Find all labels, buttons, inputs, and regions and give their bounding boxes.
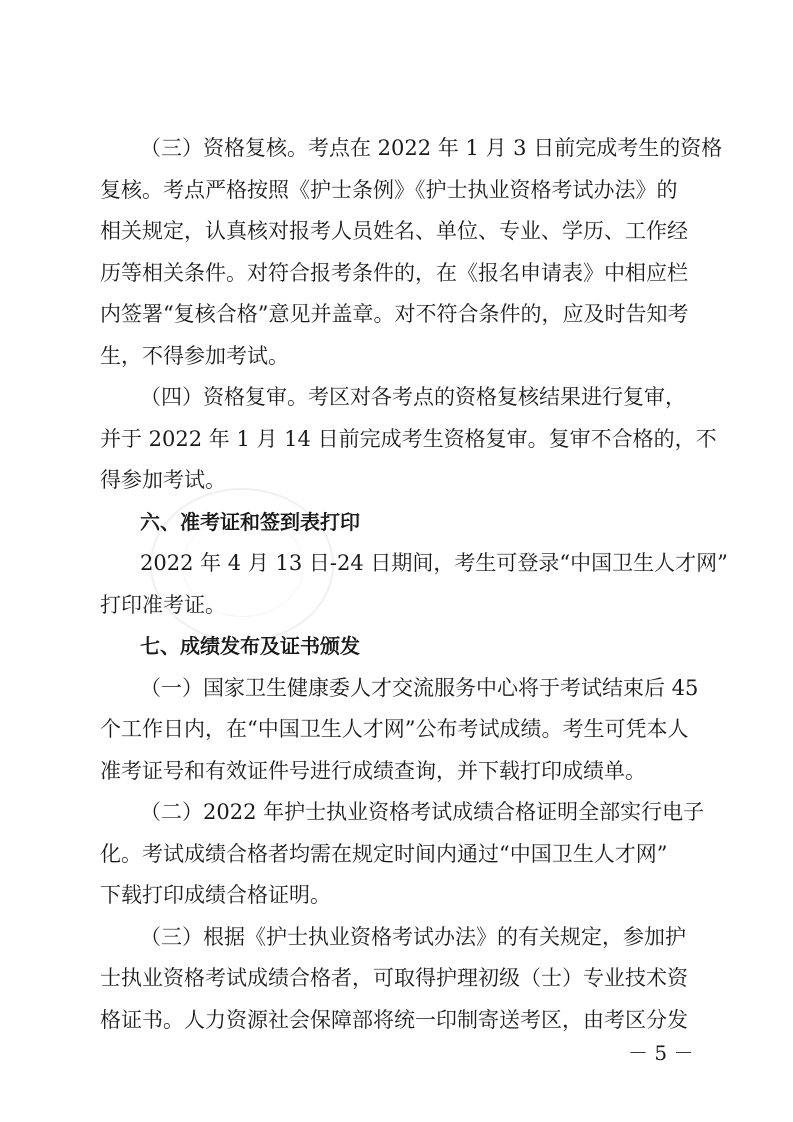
line-text: 复核。考点严格按照《护士条例》《护士执业资格考试办法》的 [100,178,678,202]
paragraph-line [0,756,793,786]
section-heading-text: 七、成绩发布及证书颁发 [140,634,360,658]
line-text: 内签署“复核合格”意见并盖章。对不符合条件的，应及时告知考 [100,302,689,326]
paragraph-line [0,590,793,620]
paragraph-line [0,216,793,246]
paragraph-line [0,424,793,454]
paragraph-line [0,299,793,329]
paragraph-line [0,133,793,163]
line-text: 个工作日内，在“中国卫生人才网”公布考试成绩。考生可凭本人 [100,717,689,741]
line-text: 打印准考证。 [100,593,226,617]
line-text: （四）资格复审。考区对各考点的资格复核结果进行复审， [140,385,686,409]
paragraph-line [0,880,793,910]
paragraph-line [0,839,793,869]
paragraph-line [0,341,793,371]
paragraph-line [0,1005,793,1035]
paragraph-line [0,673,793,703]
line-text: 下载打印成绩合格证明。 [100,883,331,907]
line-text: 生，不得参加考试。 [100,344,289,368]
paragraph-line [0,175,793,205]
paragraph-line [0,258,793,288]
line-text: 得参加考试。 [100,468,226,492]
line-text: 士执业资格考试成绩合格者，可取得护理初级（士）专业技术资 [100,966,688,990]
paragraph-line [0,963,793,993]
line-text: （一）国家卫生健康委人才交流服务中心将于考试结束后 45 [140,676,699,700]
section-heading [0,631,793,661]
line-text: 格证书。人力资源社会保障部将统一印制寄送考区，由考区分发 [100,1008,688,1032]
paragraph-line [0,465,793,495]
line-text: 2022 年 4 月 13 日-24 日期间，考生可登录“中国卫生人才网” [140,551,728,575]
paragraph-line [0,797,793,827]
line-text: （三）根据《护士执业资格考试办法》的有关规定，参加护 [140,925,686,949]
page-number: － 5 － [628,1041,694,1065]
paragraph-line [0,922,793,952]
paragraph-line [0,382,793,412]
paragraph-line [0,714,793,744]
section-heading-text: 六、准考证和签到表打印 [140,510,360,534]
line-text: （三）资格复核。考点在 2022 年 1 月 3 日前完成考生的资格 [140,136,723,160]
line-text: 准考证号和有效证件号进行成绩查询，并下载打印成绩单。 [100,759,646,783]
line-text: 历等相关条件。对符合报考条件的，在《报名申请表》中相应栏 [100,261,688,285]
line-text: 相关规定，认真核对报考人员姓名、单位、专业、学历、工作经 [100,219,688,243]
paragraph-line [0,548,793,578]
line-text: （二）2022 年护士执业资格考试成绩合格证明全部实行电子 [140,800,705,824]
section-heading [0,507,793,537]
line-text: 化。考试成绩合格者均需在规定时间内通过“中国卫生人才网” [100,842,668,866]
line-text: 并于 2022 年 1 月 14 日前完成考生资格复审。复审不合格的，不 [100,427,717,451]
